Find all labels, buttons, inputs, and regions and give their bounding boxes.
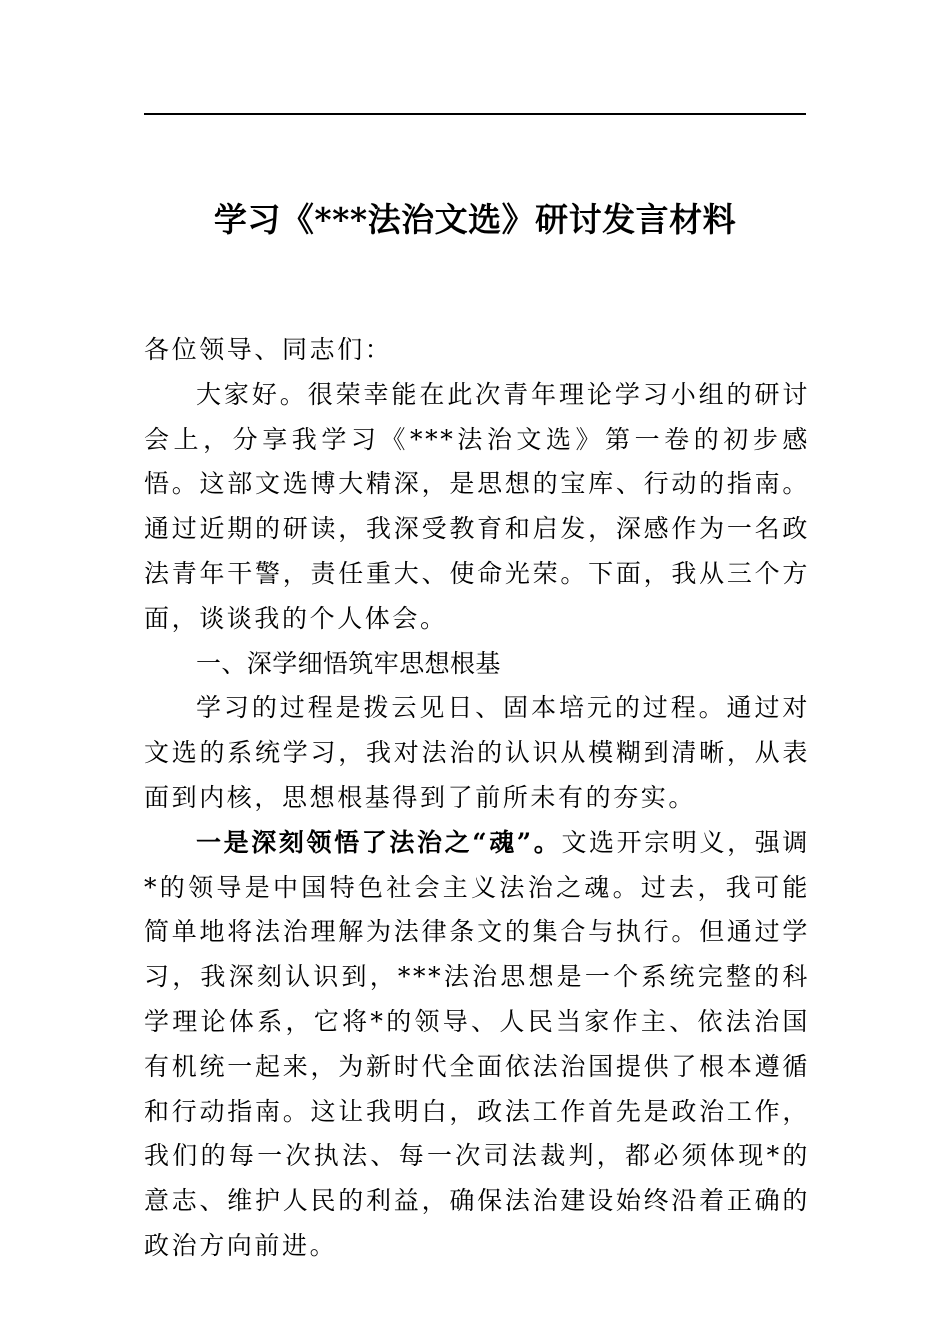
header-rule bbox=[144, 113, 806, 115]
intro-paragraph: 大家好。很荣幸能在此次青年理论学习小组的研讨会上，分享我学习《***法治文选》第一卷的初步感悟。这部文选博大精深，是思想的宝库、行动的指南。通过近期的研读，我深受教育和启发，深感作为一名政法青年干警，责任重大、使命光荣。下面，我从三个方面，谈谈我的个人体会。 bbox=[144, 379, 810, 633]
salutation: 各位领导、同志们： bbox=[144, 335, 393, 364]
point-paragraph bbox=[144, 821, 810, 1269]
section-paragraph: 学习的过程是拨云见日、固本培元的过程。通过对文选的系统学习，我对法治的认识从模糊到清晰，从表面到内核，思想根基得到了前所未有的夯实。 bbox=[144, 693, 810, 812]
document-title: 学习《***法治文选》研讨发言材料 bbox=[213, 200, 737, 239]
section-heading: 一、深学细悟筑牢思想根基 bbox=[196, 648, 501, 678]
point-body: 文选开宗明义，强调*的领导是中国特色社会主义法治之魂。过去，我可能简单地将法治理解为法律条文的集合与执行。但通过学习，我深刻认识到，***法治思想是一个系统完整的科学理论体系，它将*的领导、人民当家作主、依法治国有机统一起来，为新时代全面依法治国提供了根本遵循和行动指南。这让我明白，政法工作首先是政治工作，我们的每一次执法、每一次司法裁判，都必须体现*的意志、维护人民的利益，确保法治建设始终沿着正确的政治方向前进。 bbox=[144, 827, 810, 1260]
document-body bbox=[144, 328, 810, 1269]
point-lead: 一是深刻领悟了法治之“魂”。 bbox=[196, 827, 562, 857]
